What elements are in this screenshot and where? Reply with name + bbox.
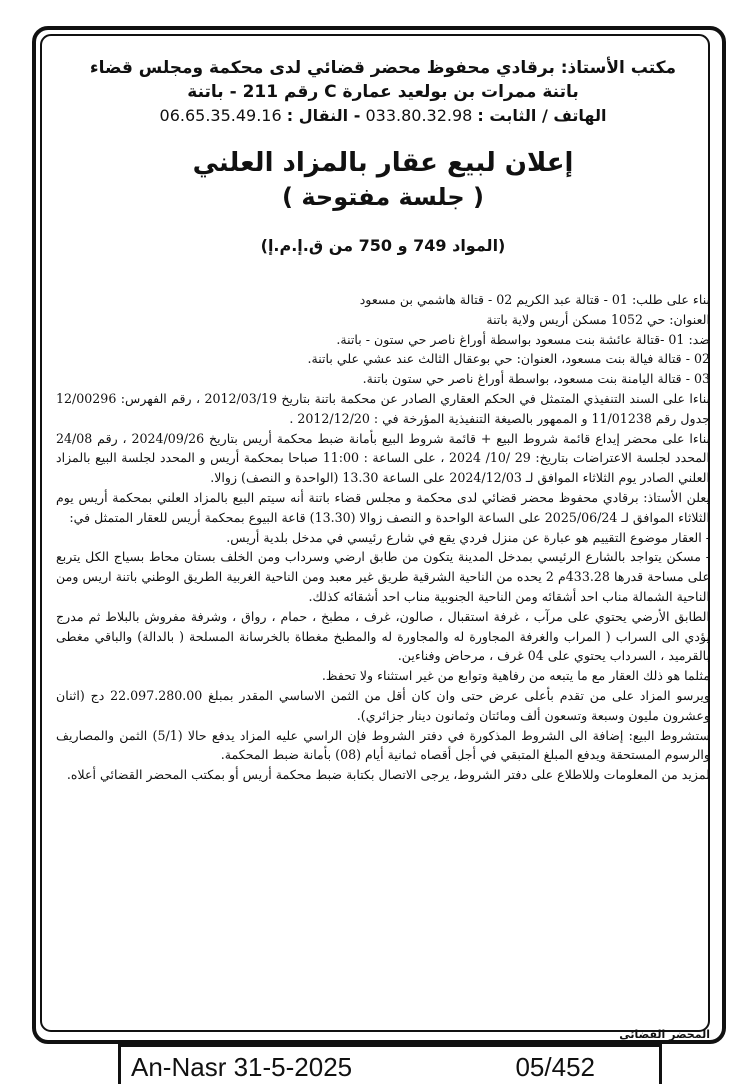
paragraph: ويرسو المزاد على من تقدم بأعلى عرض حتى وان كان أقل من الثمن الاساسي المقدر بمبلغ 22.097.280.00 دج (اثنان وعشرون مليون وسبعة وتسعون ألف ومائتان وثمانون دينار جزائري). bbox=[56, 687, 710, 723]
paragraph: بناء على طلب: 01 - قتالة عبد الكريم 02 - قتالة هاشمي بن مسعود bbox=[359, 292, 710, 307]
paragraph: ضد: 01 -قتالة عائشة بنت مسعود بواسطة أوراغ ناصر حي ستون - باتنة. bbox=[336, 331, 710, 347]
publication-reference: 05/452 bbox=[515, 1052, 595, 1082]
paragraph: مثلما هو ذلك العقار مع ما يتبعه من رفاهية وتوابع من غير استثناء ولا تحفظ. bbox=[321, 668, 710, 684]
legal-articles: (المواد 749 و 750 من ق.إ.م.إ) bbox=[260, 236, 506, 255]
office-line: مكتب الأستاذ: برقادي محفوظ محضر قضائي لدى محكمة ومجلس قضاء bbox=[89, 58, 677, 78]
notice-header bbox=[54, 56, 712, 258]
paragraph: - العقار موضوع التقييم هو عبارة عن منزل فردي يقع في شارع رئيسي في مدخل بلدية أريس. bbox=[226, 529, 710, 545]
signature: المحضر القضائي bbox=[619, 1028, 710, 1041]
paragraph: بناءا على السند التنفيذي المتمثل في الحكم العقاري الصادر عن محكمة باتنة بتاريخ 2012/03/19 ، رقم الفهرس: 12/00296 جدول رقم 11/01238 و الممهور بالصيغة التنفيذية المؤرخة في : 2012/12/20 . bbox=[56, 390, 711, 426]
phone-mobile: 06.65.35.49.16 bbox=[159, 106, 282, 125]
phone-line bbox=[54, 104, 712, 128]
paragraph: بناءا على محضر إيداع قائمة شروط البيع + قائمة شروط البيع بأمانة ضبط محكمة أريس بتاريخ 2024/09/26 ، رقم 24/08 المحدد لجلسة الاعتراضات بتاريخ: 29 /10/ 2024 ، على الساعة : 11:00 صباحا بمحكمة أريس و المحدد لجلسة البيع بالمزاد العلني الصادر يوم الثلاثاء الموافق لـ 2024/12/03 على الساعة 13.30 (الواحدة و النصف) زوالا. bbox=[56, 430, 711, 486]
paragraph: ستشروط البيع: إضافة الى الشروط المذكورة في دفتر الشروط فإن الراسي عليه المزاد يدفع حالا (5/1) الثمن والمصاريف والرسوم المستحقة ويدفع المبلغ المتبقي في أجل أقصاه ثمانية أيام (08) بأمانة ضبط المحكمة. bbox=[56, 727, 710, 763]
paragraph: 03 - قتالة اليامنة بنت مسعود، بواسطة أوراغ ناصر حي ستون باتنة. bbox=[362, 371, 710, 387]
publication-date: An-Nasr 31-5-2025 bbox=[131, 1052, 353, 1082]
paragraph: 02 - قتالة فيالة بنت مسعود، العنوان: حي بوعقال الثالث عند عشي علي باتنة. bbox=[307, 351, 710, 367]
paragraph: - مسكن يتواجد بالشارع الرئيسي بمدخل المدينة يتكون من طابق ارضي وسرداب ومن الخلف بستان محاط بسياج الكل يتربع على مساحة قدرها 433.28م 2 يحده من الناحية الشرقية طريق غير معبد ومن الناحية الغربية الطريق الوطني باتنة اريس ومن الناحية الشمالة مناب احد أشقائه ومن الناحية الجنوبية مناب احد أشقائه كذلك. bbox=[56, 549, 710, 604]
notice-title: إعلان لبيع عقار بالمزاد العلني bbox=[192, 148, 574, 178]
paragraph: لمزيد من المعلومات وللاطلاع على دفتر الشروط، يرجى الاتصال بكتابة ضبط محكمة أريس أو بمكتب المحضر القضائي أعلاه. bbox=[66, 767, 710, 783]
address-line: باتنة ممرات بن بولعيد عمارة C رقم 211 - باتنة bbox=[187, 82, 579, 102]
publication-footer bbox=[118, 1044, 662, 1084]
phone-mobile-label: - النقال : bbox=[286, 106, 361, 125]
paragraph: الطابق الأرضي يحتوي على مرآب ، غرفة استقبال ، صالون، غرف ، مطبخ ، حمام ، رواق ، وشرفة مفروش بالبلاط ثم مدرج يؤدي الى السراب ( المراب والغرفة المجاورة له والمجاورة له والمطبخ مغطاة بالخرسانة المسلحة ( بالدالة) والباقي مغطى بالقرميد ، السرداب يحتوي على 04 غرف ، مرحاض وفناءين. bbox=[56, 608, 710, 664]
notice-body bbox=[56, 290, 710, 785]
phone-fixed: 033.80.32.98 bbox=[365, 106, 473, 125]
paragraph: يعلن الأستاذ: برقادي محفوظ محضر قضائي لدى محكمة و مجلس قضاء باتنة أنه سيتم البيع بالمزاد العلني بمحكمة أريس يوم الثلاثاء الموافق لـ 2025/06/24 على الساعة الواحدة و النصف زوالا (13.30) قاعة البيوع بمحكمة أريس للعقار المتمثل في: bbox=[56, 489, 710, 525]
notice-subtitle: ( جلسة مفتوحة ) bbox=[282, 183, 484, 211]
paragraph: العنوان: حي 1052 مسكن أريس ولاية باتنة bbox=[486, 311, 710, 327]
phone-fixed-label: الهاتف / الثابت : bbox=[477, 106, 607, 125]
